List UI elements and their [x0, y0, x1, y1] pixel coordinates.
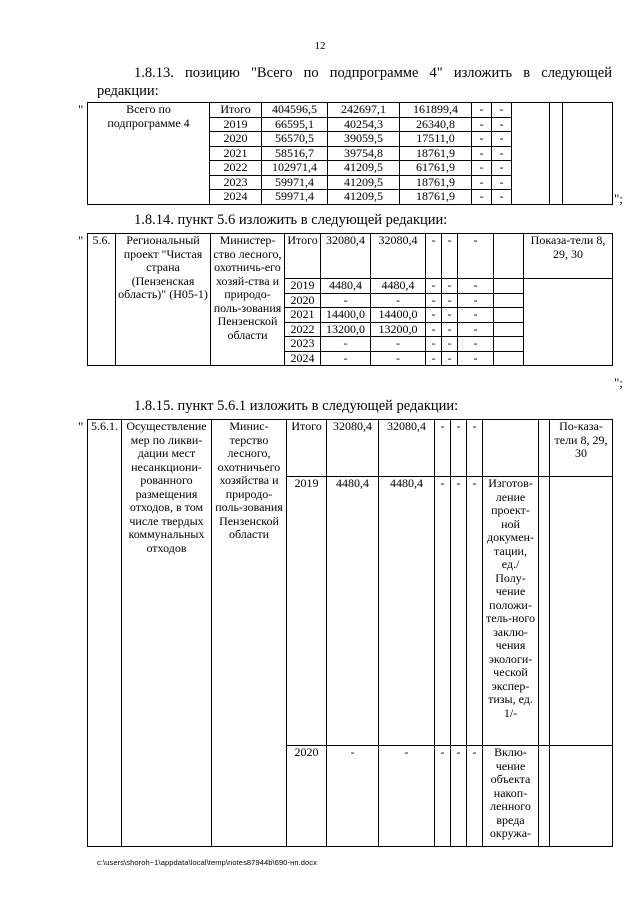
value-cell: -: [492, 117, 512, 132]
s1-label: Всего по подпрограмме 4: [88, 103, 210, 205]
empty-cell: [494, 234, 524, 279]
year-cell: 2020: [210, 132, 262, 147]
value-cell: -: [371, 293, 426, 308]
value-cell: 18761,9: [400, 146, 472, 161]
value-cell: 102971,4: [262, 161, 328, 176]
year-cell: 2020: [287, 746, 327, 847]
activity-name: Осуществление мер по ликви-дации мест несанкциони-рованного размещения отходов, в том числе твердых коммунальных отходов: [122, 420, 212, 847]
value-cell: 61761,9: [400, 161, 472, 176]
empty-cell: [563, 103, 613, 205]
value-cell: 26340,8: [400, 117, 472, 132]
year-cell: 2024: [210, 190, 262, 205]
value-cell: -: [451, 746, 467, 847]
value-cell: -: [371, 337, 426, 352]
value-cell: -: [426, 337, 442, 352]
value-cell: -: [435, 477, 451, 746]
indicators-cell: По-каза-тели 8, 29, 30: [550, 420, 613, 477]
value-cell: 18761,9: [400, 175, 472, 190]
s3-table: [87, 419, 613, 847]
year-cell: Итого: [285, 234, 321, 279]
year-cell: 2019: [210, 117, 262, 132]
value-cell: 58516,7: [262, 146, 328, 161]
value-cell: 32080,4: [327, 420, 379, 477]
value-cell: -: [435, 420, 451, 477]
empty-cell: [494, 322, 524, 337]
year-cell: 2023: [285, 337, 321, 352]
value-cell: -: [426, 279, 442, 294]
value-cell: 66595,1: [262, 117, 328, 132]
value-cell: -: [492, 175, 512, 190]
value-cell: -: [426, 322, 442, 337]
value-cell: -: [442, 337, 458, 352]
s1-heading: 1.8.13. позицию "Всего по подпрограмме 4" изложить в следующей: [134, 65, 612, 81]
ministry-name: Минис-терство лесного, охотничьего хозяйства и природо-поль-зования Пензенской области: [212, 420, 287, 847]
value-cell: 242697,1: [328, 103, 400, 118]
s2-table: [87, 233, 613, 366]
year-cell: 2019: [287, 477, 327, 746]
s1-table: [87, 102, 613, 205]
value-cell: -: [426, 308, 442, 323]
value-cell: -: [442, 322, 458, 337]
value-cell: -: [321, 293, 371, 308]
value-cell: -: [492, 103, 512, 118]
value-cell: 13200,0: [321, 322, 371, 337]
value-cell: -: [472, 117, 492, 132]
item-number: 5.6.: [88, 234, 116, 366]
value-cell: 18761,9: [400, 190, 472, 205]
value-cell: -: [472, 146, 492, 161]
empty-cell: [539, 477, 550, 746]
item-number: 5.6.1.: [88, 420, 122, 847]
value-cell: -: [458, 308, 494, 323]
value-cell: -: [458, 337, 494, 352]
value-cell: 404596,5: [262, 103, 328, 118]
empty-cell: [539, 420, 550, 477]
ministry-name: Министер-ство лесного, охотничь-его хозяй-ства и природо-поль-зования Пензенской области: [211, 234, 285, 366]
value-cell: -: [426, 293, 442, 308]
value-cell: -: [467, 746, 483, 847]
empty-cell: [550, 746, 613, 847]
value-cell: -: [371, 351, 426, 366]
value-cell: -: [442, 308, 458, 323]
value-cell: 17511,0: [400, 132, 472, 147]
value-cell: -: [458, 234, 494, 279]
value-cell: 41209,5: [328, 161, 400, 176]
value-cell: 40254,3: [328, 117, 400, 132]
value-cell: 14400,0: [371, 308, 426, 323]
value-cell: 59971,4: [262, 190, 328, 205]
value-cell: 39754,8: [328, 146, 400, 161]
value-cell: 56570,5: [262, 132, 328, 147]
year-cell: 2021: [210, 146, 262, 161]
value-cell: -: [321, 351, 371, 366]
value-cell: 13200,0: [371, 322, 426, 337]
value-cell: -: [472, 132, 492, 147]
empty-cell: [494, 308, 524, 323]
s3-heading: 1.8.15. пункт 5.6.1 изложить в следующей редакции:: [134, 398, 459, 414]
s3-open-quote: ": [78, 419, 84, 434]
value-cell: 4480,4: [371, 279, 426, 294]
year-cell: Итого: [287, 420, 327, 477]
value-cell: 4480,4: [379, 477, 435, 746]
value-cell: 4480,4: [321, 279, 371, 294]
value-cell: -: [492, 161, 512, 176]
value-cell: 161899,4: [400, 103, 472, 118]
value-cell: -: [451, 477, 467, 746]
s2-close-quote: ";: [614, 375, 623, 390]
empty-cell: [512, 103, 550, 205]
empty-cell: [494, 293, 524, 308]
empty-cell: [539, 746, 550, 847]
value-cell: -: [426, 234, 442, 279]
value-cell: -: [458, 322, 494, 337]
value-cell: -: [492, 146, 512, 161]
value-cell: -: [492, 190, 512, 205]
value-cell: -: [458, 293, 494, 308]
result-cell: Вклю-чение объекта накоп-ленного вреда окружа-: [483, 746, 539, 847]
value-cell: -: [458, 279, 494, 294]
value-cell: 41209,5: [328, 190, 400, 205]
value-cell: -: [426, 351, 442, 366]
year-cell: 2019: [285, 279, 321, 294]
value-cell: -: [435, 746, 451, 847]
value-cell: -: [472, 103, 492, 118]
s1-heading-cont: редакции:: [97, 83, 159, 99]
table-row: [88, 234, 613, 279]
value-cell: 59971,4: [262, 175, 328, 190]
value-cell: -: [451, 420, 467, 477]
page-number: 12: [314, 40, 326, 52]
s2-open-quote: ": [78, 233, 84, 248]
value-cell: -: [442, 293, 458, 308]
value-cell: -: [472, 161, 492, 176]
table-row: [88, 420, 613, 477]
value-cell: -: [327, 746, 379, 847]
s1-open-quote: ": [78, 102, 84, 117]
value-cell: -: [442, 279, 458, 294]
value-cell: 4480,4: [327, 477, 379, 746]
value-cell: -: [472, 190, 492, 205]
value-cell: -: [442, 234, 458, 279]
project-name: Региональный проект "Чистая страна (Пензенская область)" (Н05-1): [116, 234, 211, 366]
year-cell: Итого: [210, 103, 262, 118]
year-cell: 2022: [285, 322, 321, 337]
empty-cell: [494, 351, 524, 366]
year-cell: 2022: [210, 161, 262, 176]
value-cell: 41209,5: [328, 175, 400, 190]
value-cell: -: [492, 132, 512, 147]
value-cell: 14400,0: [321, 308, 371, 323]
s1-close-quote: ";: [614, 191, 623, 206]
year-cell: 2023: [210, 175, 262, 190]
value-cell: 32080,4: [379, 420, 435, 477]
value-cell: -: [379, 746, 435, 847]
result-cell: [483, 420, 539, 477]
year-cell: 2021: [285, 308, 321, 323]
value-cell: -: [467, 477, 483, 746]
table-row: [88, 103, 613, 118]
value-cell: 32080,4: [371, 234, 426, 279]
empty-cell: [494, 337, 524, 352]
footer-path: c:\users\shoroh~1\appdata\local\temp\notes87944b\690-нп.docx: [97, 858, 317, 867]
result-cell: Изготов-ление проект-ной докумен-тации, ед./ Полу-чение положи-тель-ного заклю-чения экологи-ческой экспер-тизы, ед. 1/-: [483, 477, 539, 746]
value-cell: -: [458, 351, 494, 366]
value-cell: -: [472, 175, 492, 190]
year-cell: 2020: [285, 293, 321, 308]
empty-cell: [550, 103, 563, 205]
value-cell: 32080,4: [321, 234, 371, 279]
empty-cell: [494, 279, 524, 294]
value-cell: -: [442, 351, 458, 366]
empty-cell: [550, 477, 613, 746]
empty-cell: [524, 279, 613, 366]
indicators-cell: Показа-тели 8, 29, 30: [524, 234, 613, 279]
year-cell: 2024: [285, 351, 321, 366]
s2-heading: 1.8.14. пункт 5.6 изложить в следующей редакции:: [134, 212, 448, 228]
value-cell: -: [321, 337, 371, 352]
value-cell: 39059,5: [328, 132, 400, 147]
value-cell: -: [467, 420, 483, 477]
